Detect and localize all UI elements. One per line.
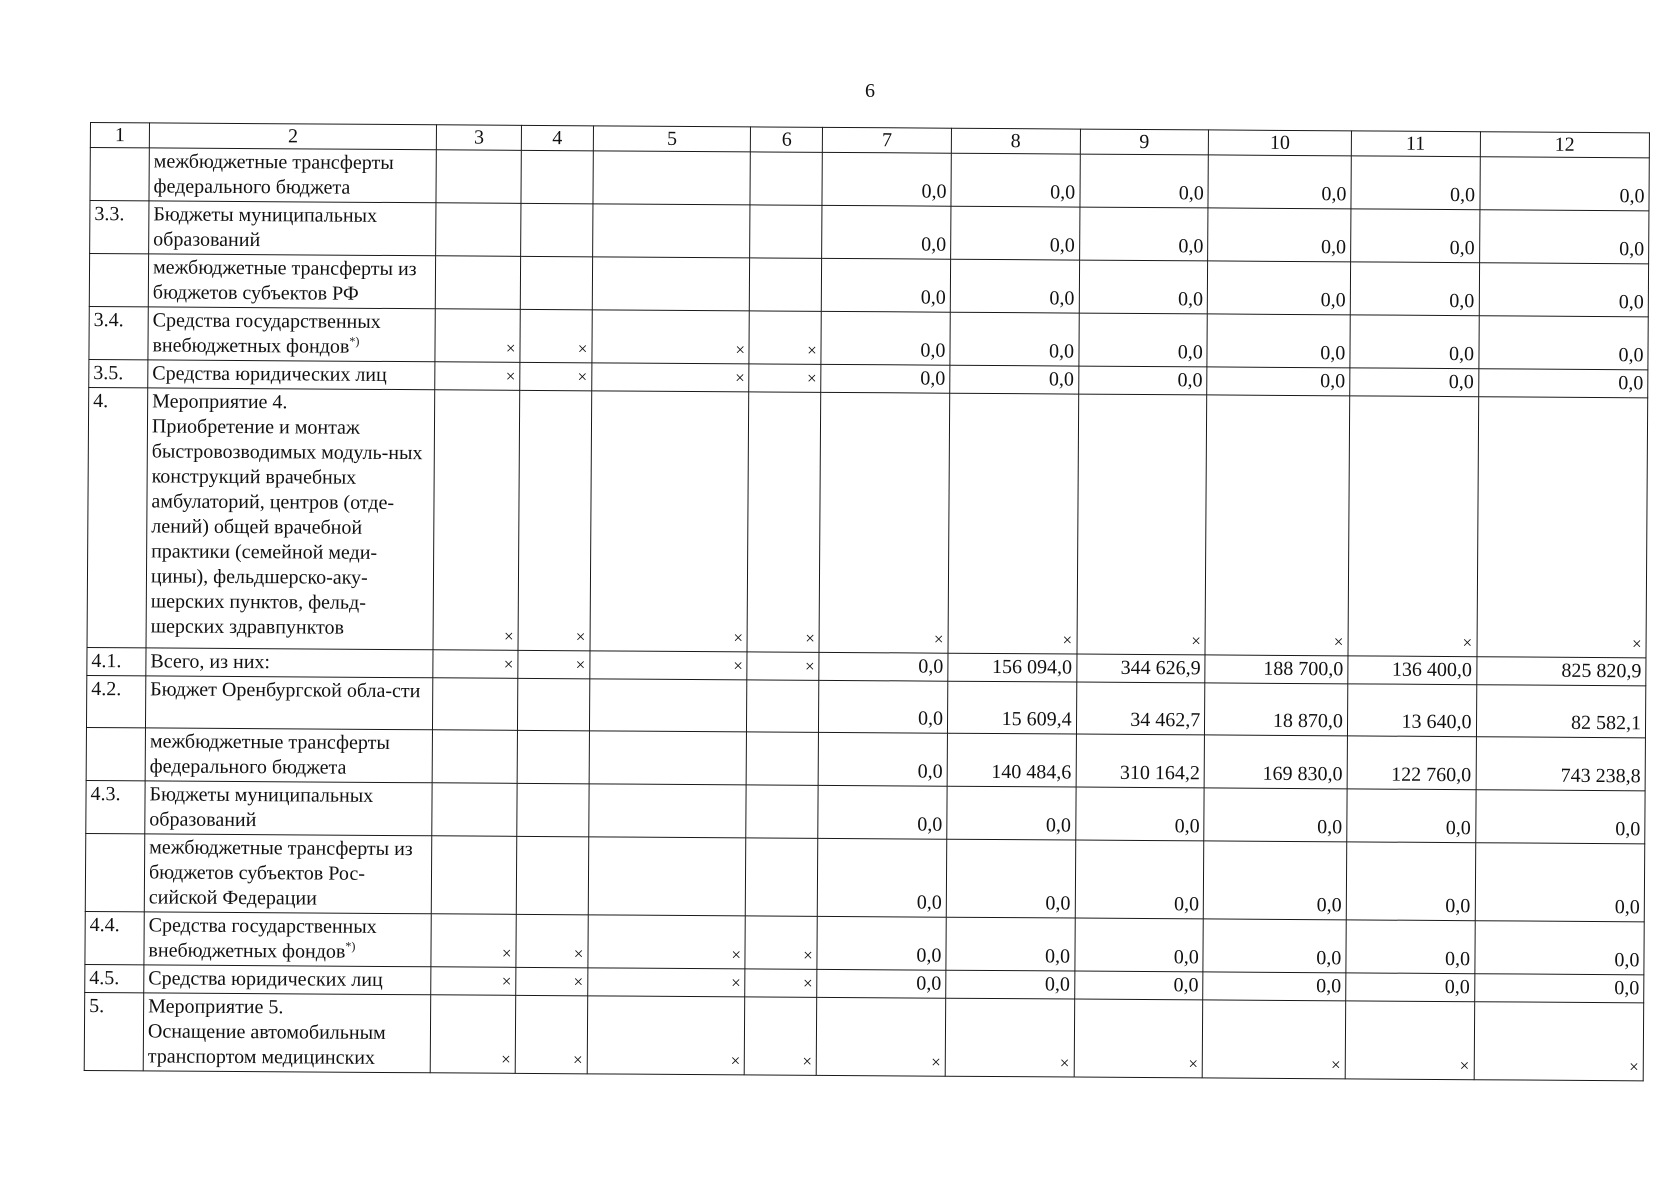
amount-cell: 0,0 xyxy=(951,153,1080,207)
not-applicable-mark: × xyxy=(588,915,746,969)
table-body xyxy=(84,123,1649,1081)
amount-cell xyxy=(517,783,589,836)
not-applicable-mark: × xyxy=(945,998,1074,1077)
not-applicable-mark: × xyxy=(745,916,817,969)
row-name-text: Всего, из них: xyxy=(150,650,271,674)
amount-cell xyxy=(746,785,818,838)
row-number xyxy=(90,148,149,201)
amount-cell xyxy=(432,730,517,784)
amount-cell xyxy=(432,836,517,915)
not-applicable-mark: × xyxy=(1345,1001,1474,1080)
amount-cell: 0,0 xyxy=(1346,920,1475,974)
amount-cell: 0,0 xyxy=(1207,314,1350,368)
amount-cell: 0,0 xyxy=(1208,155,1351,209)
amount-cell: 0,0 xyxy=(1346,973,1475,1002)
row-name xyxy=(146,388,435,650)
column-number: 2 xyxy=(149,123,437,150)
amount-cell: 140 484,6 xyxy=(947,733,1076,787)
not-applicable-mark: × xyxy=(516,967,588,995)
row-name xyxy=(149,201,437,256)
not-applicable-mark: × xyxy=(433,390,519,651)
column-number: 5 xyxy=(593,126,751,152)
amount-cell: 0,0 xyxy=(1350,262,1479,316)
amount-cell: 0,0 xyxy=(1474,974,1644,1003)
amount-cell: 0,0 xyxy=(1475,843,1645,922)
amount-cell: 0,0 xyxy=(818,838,947,917)
not-applicable-mark: × xyxy=(592,363,750,392)
row-number: 3.3. xyxy=(90,201,149,254)
not-applicable-mark: × xyxy=(1476,397,1647,658)
amount-cell xyxy=(517,730,589,783)
not-applicable-mark: × xyxy=(747,392,821,652)
amount-cell: 0,0 xyxy=(1074,971,1203,1000)
not-applicable-mark: × xyxy=(515,995,587,1073)
row-name xyxy=(145,781,433,836)
amount-cell xyxy=(589,731,747,785)
amount-cell xyxy=(750,152,822,205)
not-applicable-mark: × xyxy=(588,968,746,997)
not-applicable-mark: × xyxy=(1074,999,1203,1078)
row-name-text: межбюджетные трансферты из бюджетов субъектов РФ xyxy=(152,256,417,305)
row-name xyxy=(144,965,432,995)
column-number: 4 xyxy=(521,125,593,150)
row-name xyxy=(149,148,437,203)
not-applicable-mark: × xyxy=(518,650,590,678)
amount-cell: 0,0 xyxy=(1203,972,1346,1001)
amount-cell: 0,0 xyxy=(1075,840,1204,919)
page-number: 6 xyxy=(865,80,875,102)
amount-cell: 34 462,7 xyxy=(1076,682,1205,735)
row-name xyxy=(144,834,432,914)
amount-cell: 0,0 xyxy=(1078,366,1207,395)
row-name-text: Мероприятие 4. Приобретение и монтаж быстровозводимых модуль-ных конструкций врачебных амбулаторий, центров (отде-лений) общей врачебной практики (семейной меди-цины), фельдшерско-аку-шерских пунктов, фельд-шерских здравпунктов xyxy=(150,390,423,639)
not-applicable-mark: × xyxy=(1205,395,1349,656)
amount-cell: 0,0 xyxy=(1351,156,1480,210)
row-number: 4. xyxy=(87,387,148,647)
column-number: 7 xyxy=(823,127,952,153)
amount-cell: 169 830,0 xyxy=(1204,735,1347,789)
row-number: 3.4. xyxy=(89,306,148,359)
amount-cell: 0,0 xyxy=(1080,154,1209,208)
amount-cell: 0,0 xyxy=(817,969,946,998)
amount-cell: 0,0 xyxy=(1350,315,1479,369)
row-number xyxy=(85,833,144,911)
row-number: 4.5. xyxy=(85,964,144,992)
amount-cell: 0,0 xyxy=(1479,263,1649,317)
amount-cell: 0,0 xyxy=(1074,918,1203,972)
row-number: 4.1. xyxy=(87,647,146,675)
row-number: 5. xyxy=(84,992,143,1070)
amount-cell: 0,0 xyxy=(1208,208,1351,262)
not-applicable-mark: × xyxy=(590,391,749,652)
amount-cell xyxy=(521,203,593,256)
amount-cell: 0,0 xyxy=(946,970,1075,999)
amount-cell: 0,0 xyxy=(821,364,950,393)
row-number: 3.5. xyxy=(89,359,148,387)
row-number xyxy=(89,254,148,307)
amount-cell xyxy=(747,680,819,732)
amount-cell xyxy=(436,203,521,257)
amount-cell: 0,0 xyxy=(822,258,951,312)
not-applicable-mark: × xyxy=(520,362,592,390)
amount-cell xyxy=(436,256,521,310)
row-name xyxy=(148,254,436,309)
not-applicable-mark: × xyxy=(431,995,516,1074)
column-number: 6 xyxy=(751,127,823,152)
amount-cell: 743 238,8 xyxy=(1476,737,1646,791)
table-row xyxy=(87,387,1648,657)
not-applicable-mark: × xyxy=(435,309,520,363)
amount-cell xyxy=(589,784,747,838)
amount-cell: 0,0 xyxy=(1350,209,1479,263)
amount-cell xyxy=(517,678,589,730)
row-name xyxy=(148,307,436,362)
not-applicable-mark: × xyxy=(520,309,592,362)
row-name-text: межбюджетные трансферты федерального бюджета xyxy=(149,730,390,779)
row-number: 4.4. xyxy=(85,911,144,964)
amount-cell xyxy=(592,204,750,258)
row-name xyxy=(143,993,431,1073)
row-name-text: Средства государственных внебюджетных фондов xyxy=(148,914,377,963)
amount-cell: 0,0 xyxy=(950,259,1079,313)
not-applicable-mark: × xyxy=(1077,394,1207,655)
amount-cell xyxy=(588,837,746,916)
amount-cell xyxy=(521,150,593,203)
column-number: 11 xyxy=(1351,131,1480,157)
amount-cell: 0,0 xyxy=(1347,789,1476,843)
amount-cell: 0,0 xyxy=(1346,842,1475,921)
not-applicable-mark: × xyxy=(1348,396,1478,657)
table-row xyxy=(85,833,1644,921)
not-applicable-mark: × xyxy=(431,967,516,996)
financing-table xyxy=(84,122,1650,1081)
column-number: 9 xyxy=(1080,129,1209,155)
amount-cell xyxy=(750,258,822,311)
row-name-text: Мероприятие 5. Оснащение автомобильным транспортом медицинских xyxy=(147,995,386,1069)
amount-cell: 310 164,2 xyxy=(1076,734,1205,788)
document-sheet xyxy=(84,122,1650,1081)
amount-cell: 0,0 xyxy=(946,839,1075,918)
row-number xyxy=(86,727,145,780)
amount-cell: 0,0 xyxy=(1203,841,1346,920)
not-applicable-mark: × xyxy=(745,969,817,997)
amount-cell: 344 626,9 xyxy=(1076,654,1205,683)
column-number: 10 xyxy=(1209,130,1352,156)
amount-cell xyxy=(432,783,517,837)
not-applicable-mark: × xyxy=(592,310,750,364)
row-name xyxy=(146,648,434,678)
amount-cell: 825 820,9 xyxy=(1476,657,1646,686)
row-name xyxy=(145,676,433,730)
row-name-text: Бюджет Оренбургской обла-сти xyxy=(150,678,421,703)
amount-cell: 136 400,0 xyxy=(1348,656,1477,685)
amount-cell: 0,0 xyxy=(822,205,951,259)
amount-cell: 0,0 xyxy=(1078,313,1207,367)
amount-cell: 0,0 xyxy=(819,680,948,733)
footnote-mark: *) xyxy=(345,939,356,954)
amount-cell: 122 760,0 xyxy=(1347,736,1476,790)
amount-cell xyxy=(520,256,592,309)
row-name xyxy=(145,728,433,783)
row-name-text: межбюджетные трансферты федерального бюджета xyxy=(153,150,394,199)
amount-cell xyxy=(436,150,521,204)
amount-cell: 0,0 xyxy=(1478,316,1648,370)
amount-cell: 0,0 xyxy=(1079,260,1208,314)
amount-cell: 13 640,0 xyxy=(1347,684,1476,737)
amount-cell: 0,0 xyxy=(822,152,951,206)
amount-cell: 156 094,0 xyxy=(948,653,1077,682)
amount-cell xyxy=(750,205,822,258)
not-applicable-mark: × xyxy=(747,652,819,680)
row-name xyxy=(148,360,436,390)
amount-cell: 0,0 xyxy=(1079,207,1208,261)
not-applicable-mark: × xyxy=(749,364,821,392)
amount-cell: 0,0 xyxy=(1204,788,1347,842)
column-number: 3 xyxy=(437,125,522,151)
amount-cell: 0,0 xyxy=(817,916,946,970)
amount-cell: 0,0 xyxy=(1475,790,1645,844)
amount-cell xyxy=(589,679,747,732)
amount-cell: 0,0 xyxy=(1203,919,1346,973)
not-applicable-mark: × xyxy=(431,914,516,968)
not-applicable-mark: × xyxy=(816,997,945,1076)
amount-cell xyxy=(592,257,750,311)
amount-cell: 82 582,1 xyxy=(1476,685,1646,738)
amount-cell: 0,0 xyxy=(818,732,947,786)
not-applicable-mark: × xyxy=(948,393,1078,654)
not-applicable-mark: × xyxy=(587,996,745,1075)
not-applicable-mark: × xyxy=(516,914,588,967)
row-name-text: Средства юридических лиц xyxy=(148,967,383,991)
amount-cell xyxy=(593,151,751,205)
amount-cell: 0,0 xyxy=(950,365,1079,394)
row-name xyxy=(144,912,432,967)
not-applicable-mark: × xyxy=(745,997,817,1075)
amount-cell: 0,0 xyxy=(821,311,950,365)
row-number: 4.3. xyxy=(86,780,145,833)
footnote-mark: *) xyxy=(349,334,360,349)
row-name-text: Бюджеты муниципальных образований xyxy=(153,203,378,252)
amount-cell: 0,0 xyxy=(1479,210,1649,264)
row-name-text: Средства юридических лиц xyxy=(152,362,387,386)
row-name-text: межбюджетные трансферты из бюджетов субъектов Рос-сийской Федерации xyxy=(148,836,413,910)
not-applicable-mark: × xyxy=(1474,1002,1644,1081)
amount-cell: 0,0 xyxy=(1207,367,1350,396)
not-applicable-mark: × xyxy=(1202,1000,1345,1079)
amount-cell: 0,0 xyxy=(818,785,947,839)
amount-cell: 0,0 xyxy=(951,206,1080,260)
not-applicable-mark: × xyxy=(433,650,518,679)
column-number: 1 xyxy=(90,123,149,148)
amount-cell: 18 870,0 xyxy=(1205,683,1348,736)
amount-cell: 0,0 xyxy=(946,917,1075,971)
table-row xyxy=(84,992,1643,1080)
column-number: 8 xyxy=(951,128,1080,154)
not-applicable-mark: × xyxy=(518,390,592,650)
amount-cell xyxy=(433,678,518,731)
amount-cell xyxy=(746,838,818,916)
amount-cell: 0,0 xyxy=(1478,369,1648,398)
amount-cell: 0,0 xyxy=(1350,368,1479,397)
column-number: 12 xyxy=(1480,132,1650,158)
amount-cell: 0,0 xyxy=(1075,787,1204,841)
amount-cell: 0,0 xyxy=(950,312,1079,366)
amount-cell: 0,0 xyxy=(1479,157,1649,211)
row-name-text: Бюджеты муниципальных образований xyxy=(149,783,374,832)
amount-cell: 0,0 xyxy=(819,652,948,681)
amount-cell: 0,0 xyxy=(1208,261,1351,315)
amount-cell: 188 700,0 xyxy=(1205,655,1348,684)
row-number: 4.2. xyxy=(86,675,145,727)
amount-cell xyxy=(516,836,588,914)
not-applicable-mark: × xyxy=(435,362,520,391)
amount-cell xyxy=(747,732,819,785)
amount-cell: 0,0 xyxy=(1474,921,1644,975)
row-name-text: Средства государственных внебюджетных фондов xyxy=(152,309,381,358)
not-applicable-mark: × xyxy=(749,311,821,364)
amount-cell: 15 609,4 xyxy=(947,681,1076,734)
amount-cell: 0,0 xyxy=(947,786,1076,840)
not-applicable-mark: × xyxy=(590,651,748,680)
not-applicable-mark: × xyxy=(819,392,949,653)
